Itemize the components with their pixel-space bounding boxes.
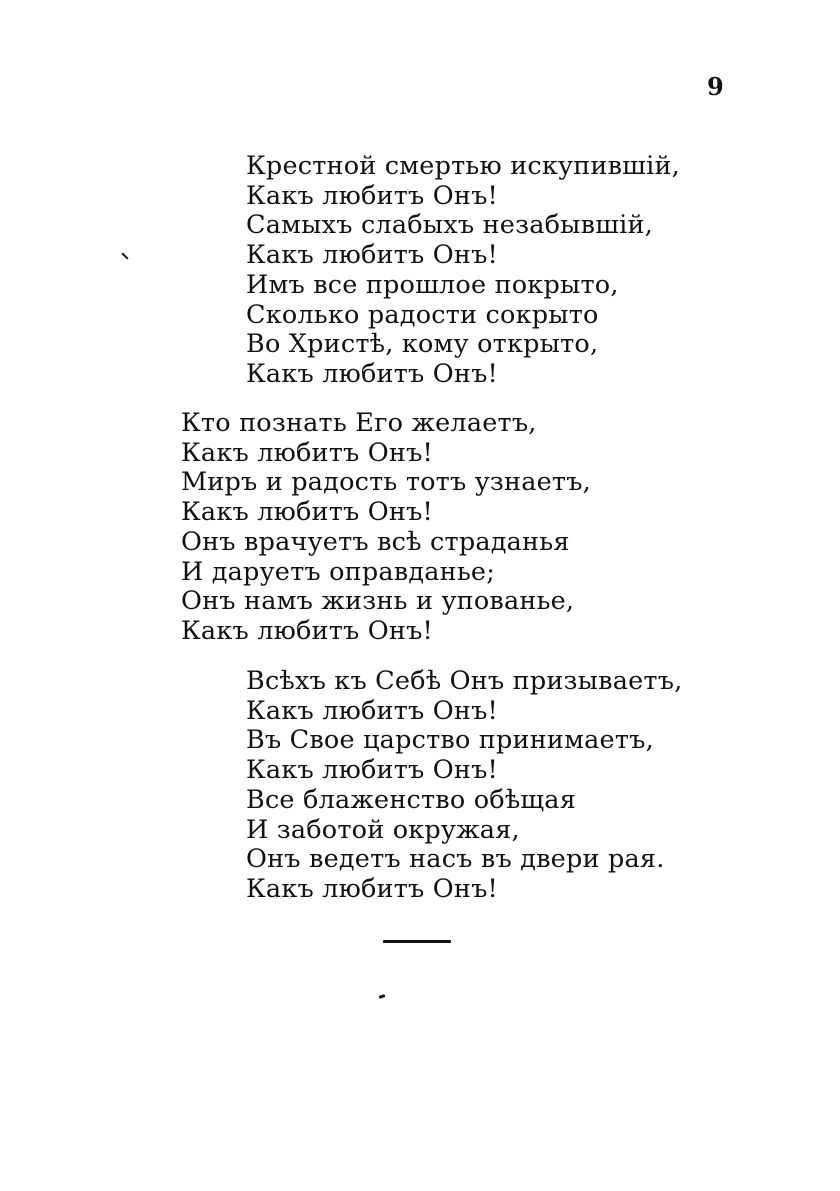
verse-line: Какъ любитъ Онъ!: [246, 695, 498, 726]
stanza-1: [246, 152, 680, 390]
verse-line: И заботой окружая,: [246, 814, 520, 845]
verse-line: Онъ намъ жизнь и упованье,: [181, 586, 575, 617]
verse-line: Какъ любитъ Онъ!: [246, 240, 498, 271]
verse-line: Какъ любитъ Онъ!: [181, 497, 433, 528]
verse-line: Какъ любитъ Онъ!: [246, 873, 498, 904]
verse-line: Во Христѣ, кому открыто,: [246, 329, 599, 360]
section-divider: [383, 940, 451, 943]
verse-line: Какъ любитъ Онъ!: [246, 358, 498, 389]
page-number: 9: [707, 72, 724, 101]
verse-line: Въ Свое царство принимаетъ,: [246, 725, 654, 756]
verse-line: Какъ любитъ Онъ!: [181, 437, 433, 468]
verse-line: Какъ любитъ Онъ!: [246, 755, 498, 786]
print-speck: [379, 994, 386, 999]
verse-line: Имъ все прошлое покрыто,: [246, 269, 619, 300]
verse-line: Онъ врачуетъ всѣ страданья: [181, 526, 570, 557]
verse-line: Какъ любитъ Онъ!: [246, 180, 498, 211]
verse-line: Крестной смертью искупившій,: [246, 151, 680, 181]
stanza-3: [246, 667, 682, 905]
verse-line: Все блаженство обѣщая: [246, 784, 576, 815]
verse-line: Кто познать Его желаетъ,: [181, 408, 537, 438]
verse-line: Всѣхъ къ Себѣ Онъ призываетъ,: [246, 666, 683, 696]
verse-line: Самыхъ слабыхъ незабывшій,: [246, 210, 653, 241]
verse-line: Сколько радости сокрыто: [246, 299, 599, 330]
verse-line: Миръ и радость тотъ узнаетъ,: [181, 467, 591, 498]
verse-line: И даруетъ оправданье;: [181, 556, 495, 587]
verse-line: Какъ любитъ Онъ!: [181, 615, 433, 646]
verse-line: Онъ ведетъ насъ въ двери рая.: [246, 844, 665, 875]
print-speck: [121, 252, 128, 259]
stanza-2: [181, 409, 591, 647]
